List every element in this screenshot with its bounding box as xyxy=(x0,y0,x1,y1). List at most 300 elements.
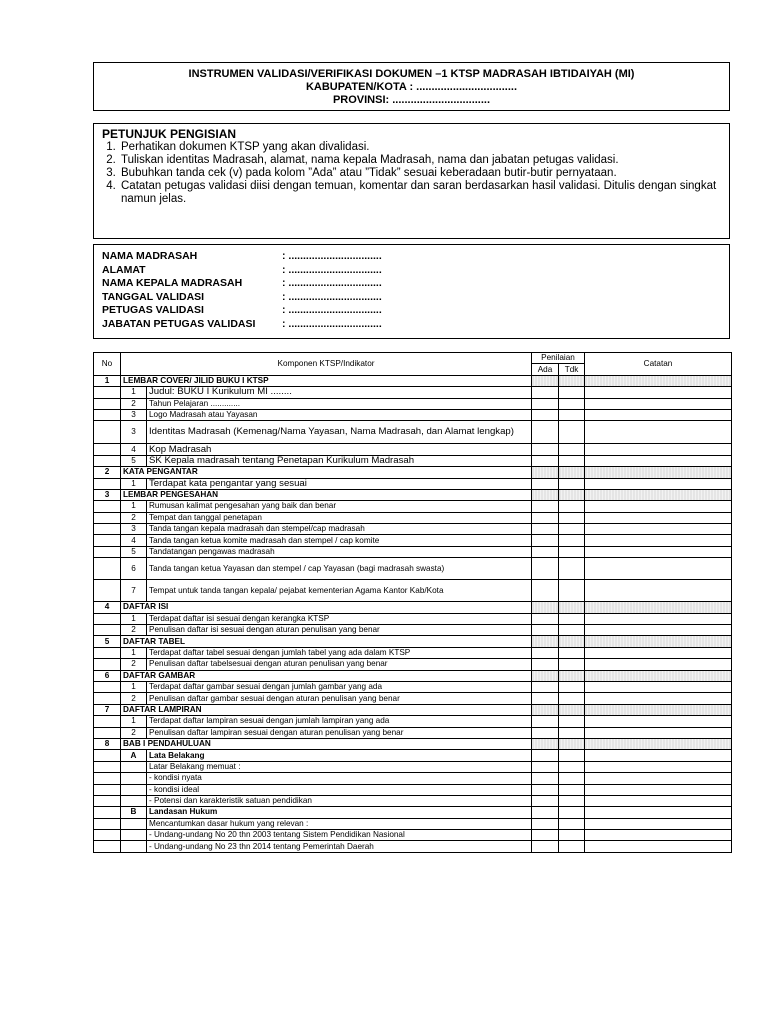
ada-cell[interactable] xyxy=(532,704,559,715)
sub-number: 7 xyxy=(121,580,147,602)
row-number: 5 xyxy=(94,636,121,647)
tdk-cell[interactable] xyxy=(559,784,585,795)
row-number xyxy=(94,818,121,829)
table-header-row xyxy=(94,353,732,364)
catatan-cell[interactable] xyxy=(585,750,732,761)
catatan-cell[interactable] xyxy=(585,693,732,704)
catatan-cell[interactable] xyxy=(585,727,732,738)
ada-cell[interactable] xyxy=(532,681,559,692)
table-row xyxy=(94,659,732,670)
indicator-text: Penulisan daftar isi sesuai dengan aturan penulisan yang benar xyxy=(147,625,532,636)
title-box xyxy=(93,62,730,111)
header-tdk: Tdk xyxy=(559,364,585,375)
table-row xyxy=(94,580,732,602)
tdk-cell[interactable] xyxy=(559,524,585,535)
table-row xyxy=(94,558,732,580)
ada-cell[interactable] xyxy=(532,489,559,500)
tdk-cell[interactable] xyxy=(559,478,585,489)
identitas-label: ALAMAT xyxy=(102,263,146,276)
catatan-cell[interactable] xyxy=(585,795,732,806)
table-row xyxy=(94,613,732,624)
tdk-cell[interactable] xyxy=(559,512,585,523)
ada-cell[interactable] xyxy=(532,670,559,681)
indicator-text: Mencantumkan dasar hukum yang relevan : xyxy=(147,818,532,829)
sub-number: 5 xyxy=(121,455,147,466)
section-title: DAFTAR TABEL xyxy=(121,636,532,647)
tdk-cell[interactable] xyxy=(559,409,585,420)
table-row xyxy=(94,444,732,455)
row-number xyxy=(94,681,121,692)
tdk-cell[interactable] xyxy=(559,444,585,455)
ada-cell[interactable] xyxy=(532,602,559,613)
row-number xyxy=(94,693,121,704)
sub-number xyxy=(121,841,147,852)
catatan-cell[interactable] xyxy=(585,636,732,647)
catatan-cell[interactable] xyxy=(585,398,732,409)
table-row xyxy=(94,398,732,409)
table-row xyxy=(94,795,732,806)
sub-number: A xyxy=(121,750,147,761)
table-row xyxy=(94,387,732,398)
indicator-text: - Undang-undang No 20 thn 2003 tentang Sistem Pendidikan Nasional xyxy=(147,830,532,841)
sub-number: 6 xyxy=(121,558,147,580)
indicator-text: Tanda tangan ketua Yayasan dan stempel / cap Yayasan (bagi madrasah swasta) xyxy=(147,558,532,580)
ada-cell[interactable] xyxy=(532,784,559,795)
sub-number: 2 xyxy=(121,727,147,738)
sub-number: 3 xyxy=(121,421,147,444)
identitas-label: PETUGAS VALIDASI xyxy=(102,304,204,317)
ada-cell[interactable] xyxy=(532,795,559,806)
catatan-cell[interactable] xyxy=(585,841,732,852)
catatan-cell[interactable] xyxy=(585,784,732,795)
tdk-cell[interactable] xyxy=(559,681,585,692)
indicator-text: Tempat untuk tanda tangan kepala/ pejabat kementerian Agama Kantor Kab/Kota xyxy=(147,580,532,602)
indicator-text: Terdapat daftar isi sesuai dengan kerangka KTSP xyxy=(147,613,532,624)
validation-table xyxy=(93,352,732,853)
catatan-cell[interactable] xyxy=(585,421,732,444)
indicator-text: Tanda tangan kepala madrasah dan stempel/cap madrasah xyxy=(147,524,532,535)
catatan-cell[interactable] xyxy=(585,647,732,658)
sub-number: 2 xyxy=(121,625,147,636)
row-number xyxy=(94,795,121,806)
catatan-cell[interactable] xyxy=(585,546,732,557)
indicator-text: Lata Belakang xyxy=(147,750,532,761)
table-section-row xyxy=(94,602,732,613)
indicator-text: Penulisan daftar gambar sesuai dengan aturan penulisan yang benar xyxy=(147,693,532,704)
row-number xyxy=(94,613,121,624)
identitas-row xyxy=(102,264,729,278)
tdk-cell[interactable] xyxy=(559,421,585,444)
catatan-cell[interactable] xyxy=(585,387,732,398)
catatan-cell[interactable] xyxy=(585,716,732,727)
row-number xyxy=(94,830,121,841)
row-number xyxy=(94,625,121,636)
tdk-cell[interactable] xyxy=(559,830,585,841)
identitas-value[interactable]: : ................................ xyxy=(282,317,382,330)
row-number xyxy=(94,387,121,398)
identitas-box xyxy=(93,244,730,339)
tdk-cell[interactable] xyxy=(559,807,585,818)
catatan-cell[interactable] xyxy=(585,670,732,681)
section-title: DAFTAR LAMPIRAN xyxy=(121,704,532,715)
catatan-cell[interactable] xyxy=(585,738,732,749)
catatan-cell[interactable] xyxy=(585,681,732,692)
sub-number xyxy=(121,773,147,784)
row-number xyxy=(94,512,121,523)
tdk-cell[interactable] xyxy=(559,625,585,636)
tdk-cell[interactable] xyxy=(559,387,585,398)
sub-number: B xyxy=(121,807,147,818)
table-row xyxy=(94,625,732,636)
tdk-cell[interactable] xyxy=(559,602,585,613)
header-catatan: Catatan xyxy=(585,353,732,376)
tdk-cell[interactable] xyxy=(559,375,585,386)
indicator-text: Terdapat daftar tabel sesuai dengan jumlah tabel yang ada dalam KTSP xyxy=(147,647,532,658)
identitas-value[interactable]: : ................................ xyxy=(282,290,382,303)
tdk-cell[interactable] xyxy=(559,489,585,500)
row-number: 2 xyxy=(94,467,121,478)
table-section-row xyxy=(94,670,732,681)
petunjuk-item: 1. Perhatikan dokumen KTSP yang akan divalidasi. xyxy=(119,141,721,154)
tdk-cell[interactable] xyxy=(559,750,585,761)
row-number xyxy=(94,421,121,444)
sub-number: 1 xyxy=(121,647,147,658)
sub-number: 1 xyxy=(121,387,147,398)
table-section-row xyxy=(94,489,732,500)
indicator-text: Judul: BUKU I Kurikulum MI ........ xyxy=(147,387,532,398)
indicator-text: Tandatangan pengawas madrasah xyxy=(147,546,532,557)
table-row xyxy=(94,681,732,692)
table-row xyxy=(94,807,732,818)
ada-cell[interactable] xyxy=(532,580,559,602)
tdk-cell[interactable] xyxy=(559,647,585,658)
row-number xyxy=(94,750,121,761)
catatan-cell[interactable] xyxy=(585,501,732,512)
identitas-label: NAMA MADRASAH xyxy=(102,250,198,262)
row-number xyxy=(94,841,121,852)
sub-number: 2 xyxy=(121,693,147,704)
table-body xyxy=(94,375,732,852)
catatan-cell[interactable] xyxy=(585,818,732,829)
header-komponen: Komponen KTSP/Indikator xyxy=(121,353,532,376)
tdk-cell[interactable] xyxy=(559,795,585,806)
sub-number xyxy=(121,761,147,772)
tdk-cell[interactable] xyxy=(559,761,585,772)
indicator-text: - Undang-undang No 23 thn 2014 tentang Pemerintah Daerah xyxy=(147,841,532,852)
catatan-cell[interactable] xyxy=(585,613,732,624)
ada-cell[interactable] xyxy=(532,647,559,658)
tdk-cell[interactable] xyxy=(559,558,585,580)
ada-cell[interactable] xyxy=(532,773,559,784)
catatan-cell[interactable] xyxy=(585,580,732,602)
petunjuk-item: 4. Catatan petugas validasi diisi dengan temuan, komentar dan saran berdasarkan hasil validasi. Ditulis dengan singkat namun jelas. xyxy=(119,180,721,206)
sub-number: 3 xyxy=(121,409,147,420)
ada-cell[interactable] xyxy=(532,830,559,841)
identitas-label: NAMA KEPALA MADRASAH xyxy=(102,277,243,290)
sub-number xyxy=(121,830,147,841)
tdk-cell[interactable] xyxy=(559,659,585,670)
petunjuk-heading: PETUNJUK PENGISIAN xyxy=(102,127,237,141)
row-number xyxy=(94,727,121,738)
ada-cell[interactable] xyxy=(532,478,559,489)
row-number xyxy=(94,398,121,409)
ada-cell[interactable] xyxy=(532,409,559,420)
catatan-cell[interactable] xyxy=(585,704,732,715)
catatan-cell[interactable] xyxy=(585,830,732,841)
indicator-text: Terdapat daftar lampiran sesuai dengan jumlah lampiran yang ada xyxy=(147,716,532,727)
row-number xyxy=(94,558,121,580)
table-row xyxy=(94,409,732,420)
row-number xyxy=(94,501,121,512)
ada-cell[interactable] xyxy=(532,421,559,444)
indicator-text: SK Kepala madrasah tentang Penetapan Kurikulum Madrasah xyxy=(147,455,532,466)
catatan-cell[interactable] xyxy=(585,761,732,772)
table-row xyxy=(94,524,732,535)
table-row xyxy=(94,818,732,829)
ada-cell[interactable] xyxy=(532,738,559,749)
row-number xyxy=(94,807,121,818)
identitas-value[interactable]: : ................................ xyxy=(282,263,382,276)
table-row xyxy=(94,512,732,523)
ada-cell[interactable] xyxy=(532,727,559,738)
petunjuk-list xyxy=(102,141,721,206)
ada-cell[interactable] xyxy=(532,535,559,546)
ada-cell[interactable] xyxy=(532,818,559,829)
indicator-text: Terdapat kata pengantar yang sesuai xyxy=(147,478,532,489)
sub-number: 1 xyxy=(121,681,147,692)
table-section-row xyxy=(94,636,732,647)
indicator-text: Tanda tangan ketua komite madrasah dan stempel / cap komite xyxy=(147,535,532,546)
row-number: 3 xyxy=(94,489,121,500)
table-section-row xyxy=(94,704,732,715)
table-section-row xyxy=(94,467,732,478)
identitas-row xyxy=(102,250,729,264)
row-number xyxy=(94,546,121,557)
table-section-row xyxy=(94,375,732,386)
table-row xyxy=(94,546,732,557)
table-section-row xyxy=(94,738,732,749)
ada-cell[interactable] xyxy=(532,636,559,647)
tdk-cell[interactable] xyxy=(559,636,585,647)
section-title: LEMBAR PENGESAHAN xyxy=(121,489,532,500)
tdk-cell[interactable] xyxy=(559,727,585,738)
row-number xyxy=(94,455,121,466)
tdk-cell[interactable] xyxy=(559,467,585,478)
catatan-cell[interactable] xyxy=(585,524,732,535)
tdk-cell[interactable] xyxy=(559,613,585,624)
indicator-text: - kondisi nyata xyxy=(147,773,532,784)
header-penilaian: Penilaian xyxy=(532,353,585,364)
indicator-text: Penulisan daftar tabelsesuai dengan aturan penulisan yang benar xyxy=(147,659,532,670)
ada-cell[interactable] xyxy=(532,455,559,466)
indicator-text: Logo Madrasah atau Yayasan xyxy=(147,409,532,420)
sub-number: 4 xyxy=(121,535,147,546)
ada-cell[interactable] xyxy=(532,761,559,772)
petunjuk-item: 3. Bubuhkan tanda cek (v) pada kolom ”Ada” atau ”Tidak” sesuai keberadaan butir-butir pernyataan. xyxy=(119,167,721,180)
table-row xyxy=(94,727,732,738)
sub-number xyxy=(121,784,147,795)
indicator-text: Penulisan daftar lampiran sesuai dengan aturan penulisan yang benar xyxy=(147,727,532,738)
indicator-text: Latar Belakang memuat : xyxy=(147,761,532,772)
ada-cell[interactable] xyxy=(532,625,559,636)
ada-cell[interactable] xyxy=(532,444,559,455)
table-row xyxy=(94,535,732,546)
table-row xyxy=(94,841,732,852)
ada-cell[interactable] xyxy=(532,546,559,557)
indicator-text: Terdapat daftar gambar sesuai dengan jumlah gambar yang ada xyxy=(147,681,532,692)
ada-cell[interactable] xyxy=(532,750,559,761)
ada-cell[interactable] xyxy=(532,375,559,386)
sub-number: 2 xyxy=(121,659,147,670)
tdk-cell[interactable] xyxy=(559,546,585,557)
table-row xyxy=(94,761,732,772)
catatan-cell[interactable] xyxy=(585,807,732,818)
tdk-cell[interactable] xyxy=(559,693,585,704)
sub-number: 2 xyxy=(121,512,147,523)
row-number: 1 xyxy=(94,375,121,386)
identitas-value[interactable]: : ................................ xyxy=(282,277,382,290)
row-number xyxy=(94,524,121,535)
identitas-row xyxy=(102,318,729,332)
row-number xyxy=(94,478,121,489)
indicator-text: Tempat dan tanggal penetapan xyxy=(147,512,532,523)
sub-number: 1 xyxy=(121,478,147,489)
tdk-cell[interactable] xyxy=(559,818,585,829)
row-number xyxy=(94,409,121,420)
catatan-cell[interactable] xyxy=(585,478,732,489)
catatan-cell[interactable] xyxy=(585,455,732,466)
table-row xyxy=(94,421,732,444)
sub-number: 1 xyxy=(121,716,147,727)
row-number: 8 xyxy=(94,738,121,749)
row-number xyxy=(94,659,121,670)
ada-cell[interactable] xyxy=(532,467,559,478)
row-number xyxy=(94,535,121,546)
ada-cell[interactable] xyxy=(532,841,559,852)
sub-number: 5 xyxy=(121,546,147,557)
catatan-cell[interactable] xyxy=(585,409,732,420)
catatan-cell[interactable] xyxy=(585,467,732,478)
sub-number: 1 xyxy=(121,613,147,624)
tdk-cell[interactable] xyxy=(559,580,585,602)
table-row xyxy=(94,455,732,466)
tdk-cell[interactable] xyxy=(559,704,585,715)
ada-cell[interactable] xyxy=(532,558,559,580)
indicator-text: Kop Madrasah xyxy=(147,444,532,455)
table-row xyxy=(94,750,732,761)
header-no: No xyxy=(94,353,121,376)
table-row xyxy=(94,647,732,658)
table-row xyxy=(94,830,732,841)
catatan-cell[interactable] xyxy=(585,489,732,500)
tdk-cell[interactable] xyxy=(559,841,585,852)
table-row xyxy=(94,773,732,784)
tdk-cell[interactable] xyxy=(559,773,585,784)
tdk-cell[interactable] xyxy=(559,535,585,546)
sub-number: 3 xyxy=(121,524,147,535)
ada-cell[interactable] xyxy=(532,501,559,512)
ada-cell[interactable] xyxy=(532,693,559,704)
identitas-label: JABATAN PETUGAS VALIDASI xyxy=(102,317,256,330)
row-number xyxy=(94,784,121,795)
identitas-row xyxy=(102,304,729,318)
ada-cell[interactable] xyxy=(532,613,559,624)
ada-cell[interactable] xyxy=(532,398,559,409)
table-row xyxy=(94,478,732,489)
identitas-row xyxy=(102,277,729,291)
table-row xyxy=(94,693,732,704)
row-number xyxy=(94,580,121,602)
petunjuk-pengisian-box xyxy=(93,123,730,239)
sub-number: 4 xyxy=(121,444,147,455)
row-number xyxy=(94,716,121,727)
catatan-cell[interactable] xyxy=(585,602,732,613)
indicator-text: - kondisi ideal xyxy=(147,784,532,795)
sub-number xyxy=(121,818,147,829)
provinsi-line: PROVINSI: ................................ xyxy=(332,94,491,106)
indicator-text: Landasan Hukum xyxy=(147,807,532,818)
catatan-cell[interactable] xyxy=(585,659,732,670)
catatan-cell[interactable] xyxy=(585,625,732,636)
section-title: KATA PENGANTAR xyxy=(121,467,532,478)
table-row xyxy=(94,784,732,795)
sub-number: 2 xyxy=(121,398,147,409)
header-ada: Ada xyxy=(532,364,559,375)
row-number xyxy=(94,761,121,772)
catatan-cell[interactable] xyxy=(585,512,732,523)
row-number xyxy=(94,444,121,455)
catatan-cell[interactable] xyxy=(585,375,732,386)
identitas-label: TANGGAL VALIDASI xyxy=(102,290,205,303)
sub-number xyxy=(121,795,147,806)
table-row xyxy=(94,501,732,512)
sub-number: 1 xyxy=(121,501,147,512)
row-number: 6 xyxy=(94,670,121,681)
catatan-cell[interactable] xyxy=(585,773,732,784)
kabupaten-kota-line: KABUPATEN/KOTA : ................................. xyxy=(305,81,518,93)
catatan-cell[interactable] xyxy=(585,558,732,580)
tdk-cell[interactable] xyxy=(559,501,585,512)
identitas-value[interactable]: : ................................ xyxy=(282,304,382,317)
tdk-cell[interactable] xyxy=(559,738,585,749)
ada-cell[interactable] xyxy=(532,716,559,727)
petunjuk-item: 2. Tuliskan identitas Madrasah, alamat, nama kepala Madrasah, nama dan jabatan petugas validasi. xyxy=(119,154,721,167)
section-title: DAFTAR ISI xyxy=(121,602,532,613)
row-number: 4 xyxy=(94,602,121,613)
ada-cell[interactable] xyxy=(532,807,559,818)
ada-cell[interactable] xyxy=(532,387,559,398)
identitas-value[interactable]: : ................................ xyxy=(282,250,382,262)
identitas-row xyxy=(102,291,729,305)
ada-cell[interactable] xyxy=(532,512,559,523)
document-title: INSTRUMEN VALIDASI/VERIFIKASI DOKUMEN –1 KTSP MADRASAH IBTIDAIYAH (MI) xyxy=(188,68,635,80)
row-number xyxy=(94,773,121,784)
section-title: DAFTAR GAMBAR xyxy=(121,670,532,681)
tdk-cell[interactable] xyxy=(559,716,585,727)
ada-cell[interactable] xyxy=(532,524,559,535)
tdk-cell[interactable] xyxy=(559,455,585,466)
row-number: 7 xyxy=(94,704,121,715)
indicator-text: Rumusan kalimat pengesahan yang baik dan benar xyxy=(147,501,532,512)
indicator-text: Tahun Pelajaran ............. xyxy=(147,398,532,409)
ada-cell[interactable] xyxy=(532,659,559,670)
tdk-cell[interactable] xyxy=(559,398,585,409)
tdk-cell[interactable] xyxy=(559,670,585,681)
section-title: BAB I PENDAHULUAN xyxy=(121,738,532,749)
indicator-text: Identitas Madrasah (Kemenag/Nama Yayasan, Nama Madrasah, dan Alamat lengkap) xyxy=(147,421,532,444)
catatan-cell[interactable] xyxy=(585,535,732,546)
catatan-cell[interactable] xyxy=(585,444,732,455)
